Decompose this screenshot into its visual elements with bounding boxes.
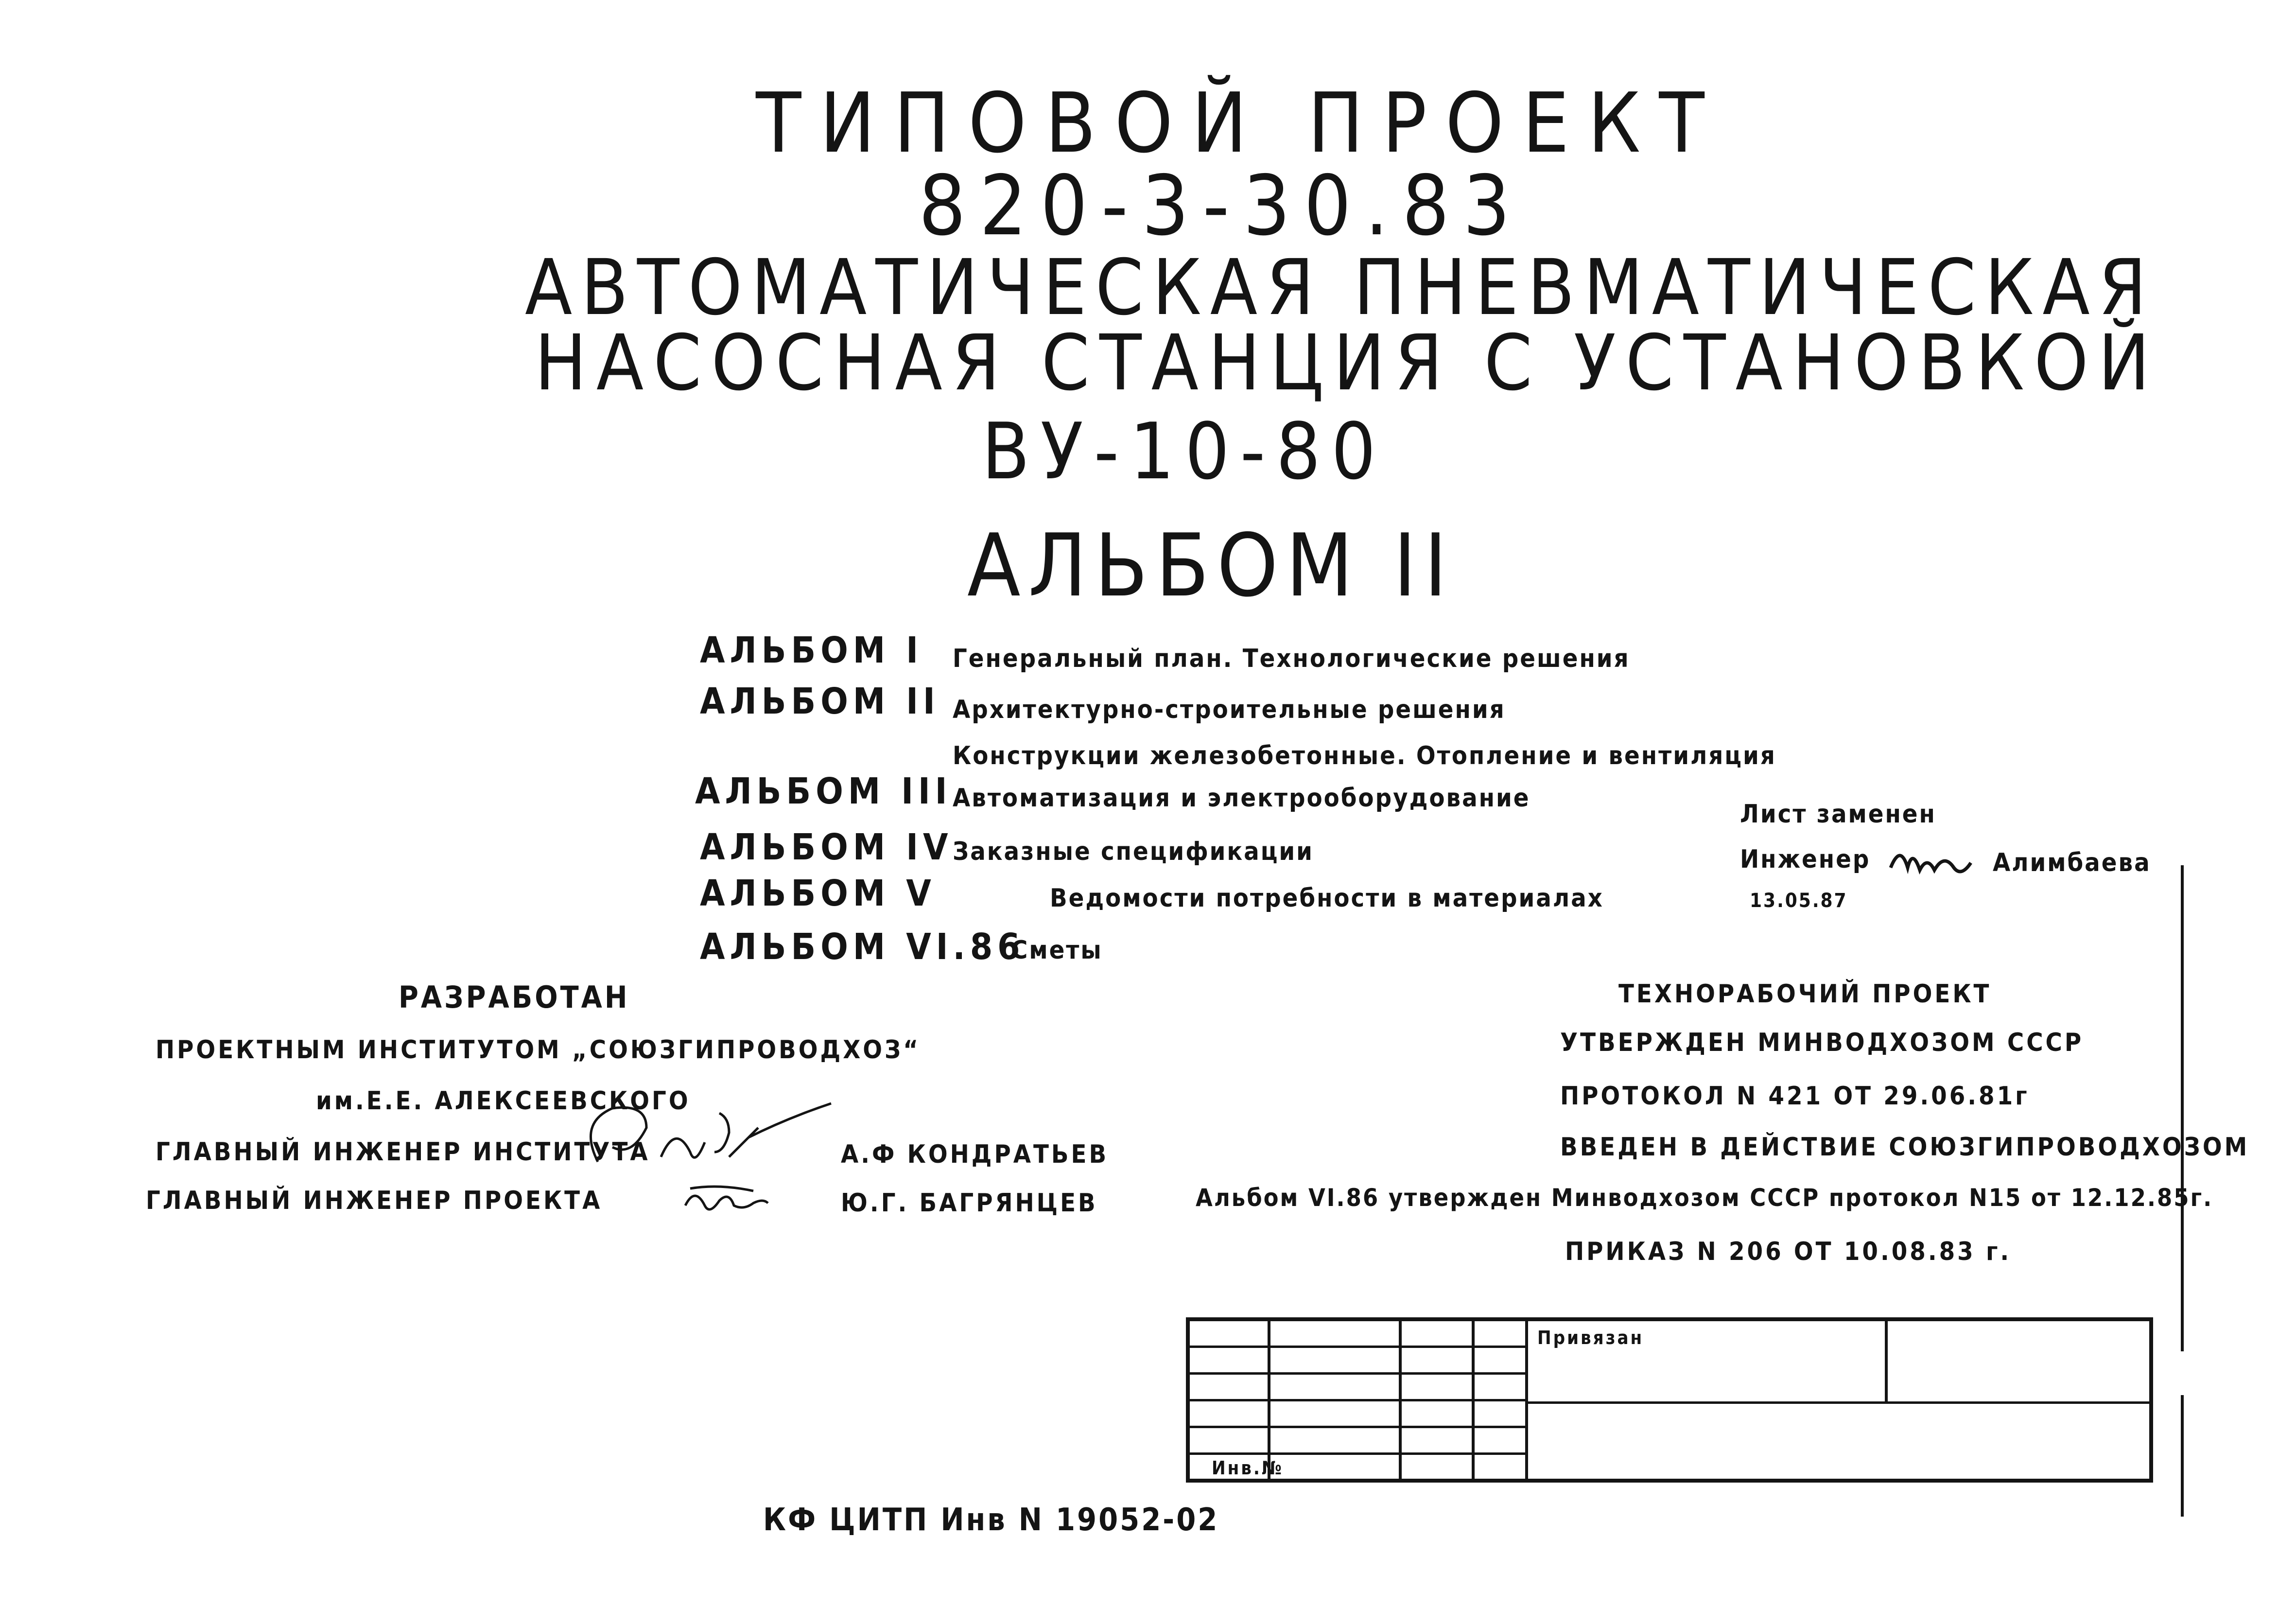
album-label: АЛЬБОМ III — [695, 770, 952, 812]
stamp-row-line — [1190, 1372, 1525, 1375]
approval-line-5: ПРИКАЗ N 206 ОТ 10.08.83 г. — [1565, 1237, 2012, 1266]
doc-type-title: ТИПОВОЙ ПРОЕКТ — [756, 75, 1723, 172]
chief-engineer-institute-label: ГЛАВНЫЙ ИНЖЕНЕР ИНСТИТУТА — [156, 1137, 650, 1167]
note-signature-icon — [1886, 839, 1978, 882]
album-number: АЛЬБОМ II — [967, 515, 1455, 616]
album-description: Конструкции железобетонные. Отопление и вентиляция — [953, 741, 1776, 770]
project-name-line-2: НАСОСНАЯ СТАНЦИЯ С УСТАНОВКОЙ — [535, 318, 2160, 408]
stamp-row-line — [1190, 1426, 1525, 1428]
album-description: Генеральный план. Технологические решения — [953, 644, 1630, 673]
stamp-row-line — [1190, 1452, 1525, 1455]
album-description: Архитектурно-строительные решения — [953, 695, 1506, 724]
note-engineer-name: Алимбаева — [1993, 848, 2151, 877]
project-name-line-1: АВТОМАТИЧЕСКАЯ ПНЕВМАТИЧЕСКАЯ — [525, 243, 2156, 332]
chief-engineer-project-signature-icon — [680, 1181, 773, 1220]
album-label: АЛЬБОМ VI.86 — [700, 926, 1025, 968]
album-description: Ведомости потребности в материалах — [1050, 884, 1604, 913]
stamp-inventory-label: Инв.№ — [1212, 1457, 1284, 1479]
album-label: АЛЬБОМ V — [700, 873, 936, 914]
album-label: АЛЬБОМ I — [700, 629, 923, 671]
developer-heading: РАЗРАБОТАН — [399, 979, 630, 1015]
album-description: Заказные спецификации — [953, 837, 1314, 866]
approval-line-1: УТВЕРЖДЕН МИНВОДХОЗОМ СССР — [1560, 1028, 2084, 1057]
stamp-column-line — [1885, 1321, 1888, 1401]
chief-engineer-institute-name: А.Ф КОНДРАТЬЕВ — [841, 1140, 1109, 1169]
approval-line-2: ПРОТОКОЛ N 421 ОТ 29.06.81г — [1560, 1082, 2030, 1111]
archive-inventory-mark: КФ ЦИТП Инв N 19052-02 — [763, 1502, 1219, 1538]
album-description: Сметы — [1011, 936, 1103, 965]
approval-line-4: Альбом VI.86 утвержден Минводхозом СССР протокол N15 от 12.12.85г. — [1196, 1184, 2213, 1212]
stamp-row-line — [1525, 1401, 2153, 1404]
note-engineer-label: Инженер — [1740, 845, 1871, 874]
chief-engineer-institute-signature-icon — [583, 1084, 836, 1181]
developer-institute-name: им.Е.Е. АЛЕКСЕЕВСКОГО — [316, 1086, 691, 1116]
project-number: 820-3-30.83 — [919, 158, 1524, 254]
developer-institute: ПРОЕКТНЫМ ИНСТИТУТОМ „СОЮЗГИПРОВОДХОЗ“ — [156, 1035, 921, 1065]
title-block-stamp — [1186, 1317, 2153, 1483]
album-label: АЛЬБОМ IV — [700, 826, 953, 868]
stamp-column-line — [1525, 1321, 1528, 1479]
margin-line — [2181, 865, 2184, 1351]
note-replaced: Лист заменен — [1740, 800, 1936, 829]
installation-model: ВУ-10-80 — [982, 406, 1387, 497]
note-date: 13.05.87 — [1750, 890, 1848, 912]
stamp-row-line — [1190, 1399, 1525, 1401]
album-label: АЛЬБОМ II — [700, 681, 940, 722]
approval-heading: ТЕХНОРАБОЧИЙ ПРОЕКТ — [1618, 979, 1992, 1009]
stamp-row-line — [1190, 1346, 1525, 1348]
approval-line-3: ВВЕДЕН В ДЕЙСТВИЕ СОЮЗГИПРОВОДХОЗОМ — [1560, 1133, 2250, 1162]
chief-engineer-project-name: Ю.Г. БАГРЯНЦЕВ — [841, 1189, 1098, 1218]
album-description: Автоматизация и электрооборудование — [953, 784, 1531, 813]
chief-engineer-project-label: ГЛАВНЫЙ ИНЖЕНЕР ПРОЕКТА — [146, 1186, 603, 1215]
stamp-linked-label: Привязан — [1537, 1327, 1644, 1348]
margin-line — [2181, 1395, 2184, 1517]
